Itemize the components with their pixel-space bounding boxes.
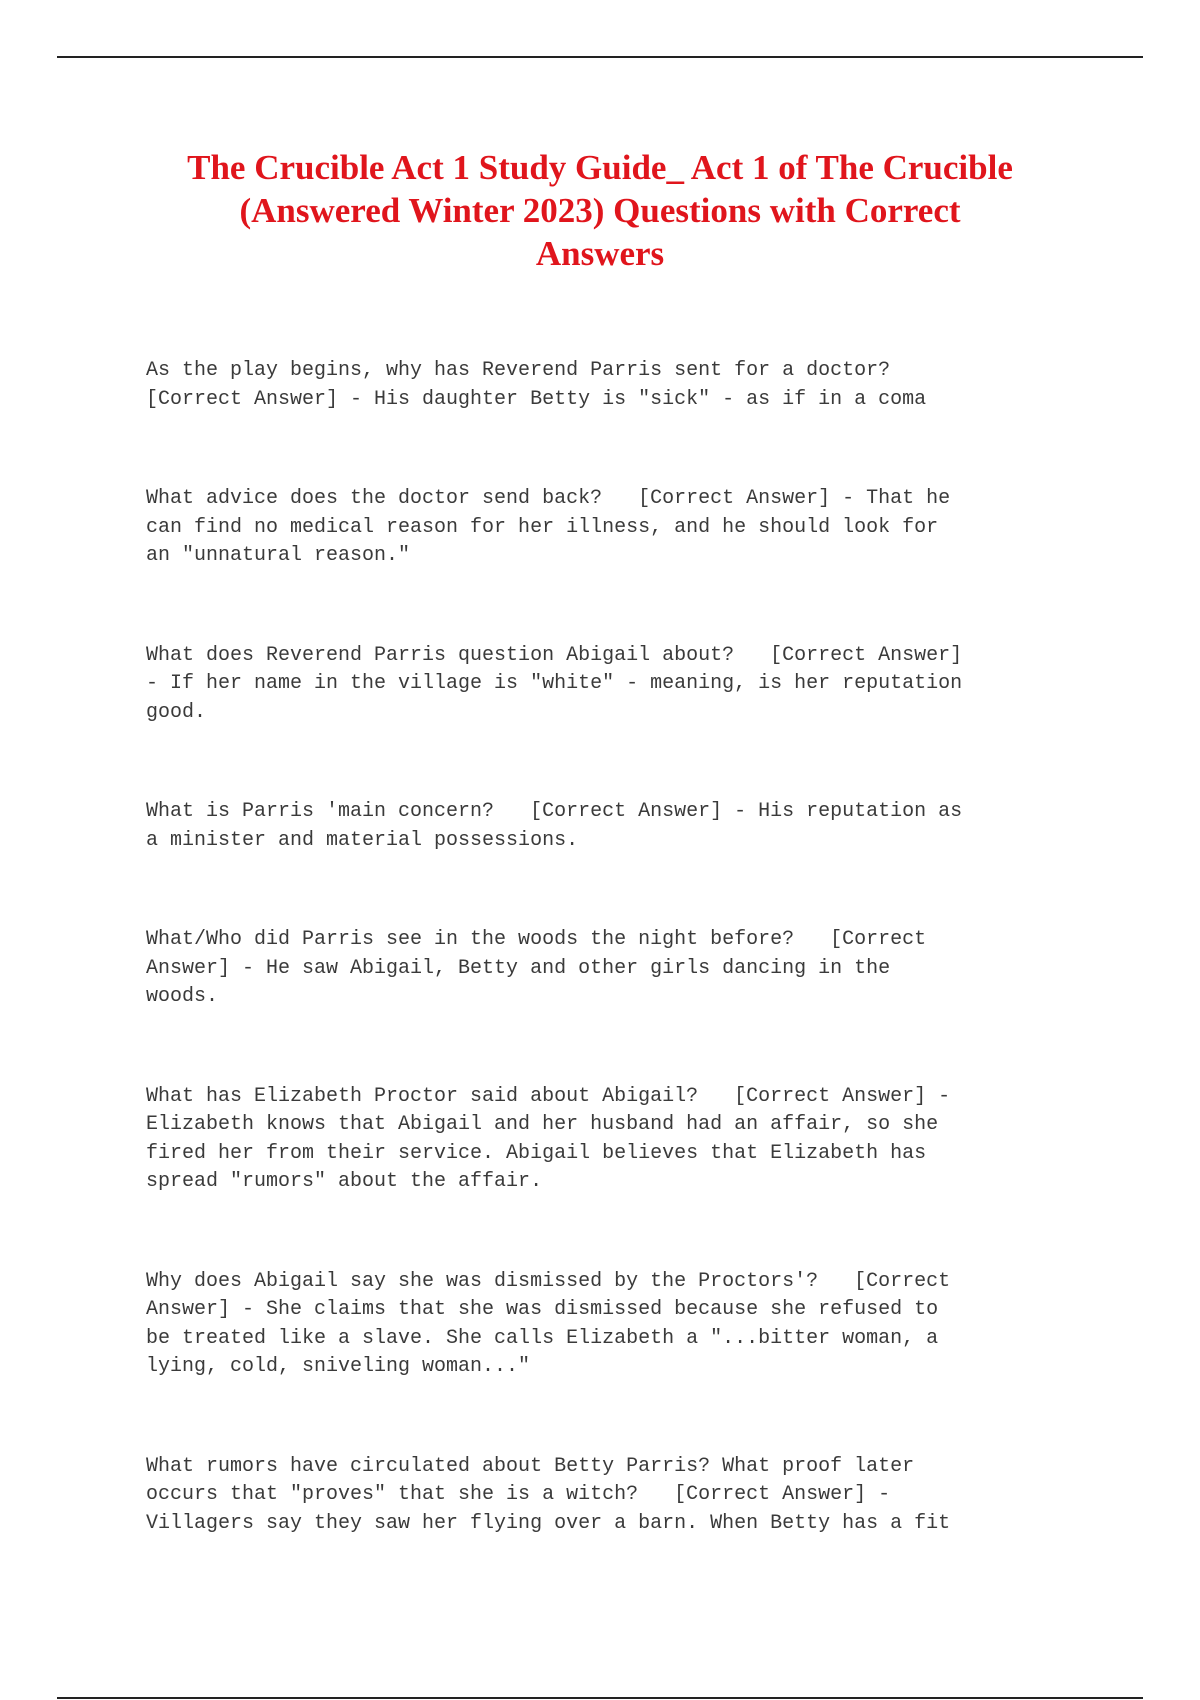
top-rule bbox=[57, 56, 1143, 58]
qa-entry-3: What does Reverend Parris question Abigail about? [Correct Answer] - If her name in the village is "white" - meaning, is her reputation good. bbox=[146, 643, 963, 724]
qa-entry-7: Why does Abigail say she was dismissed by the Proctors'? [Correct Answer] - She claims that she was dismissed because she refused to be treated like a slave. She calls Elizabeth a "...bitter woman, a lying, cold, sniveling woman..." bbox=[146, 1269, 951, 1378]
qa-entry-6: What has Elizabeth Proctor said about Abigail? [Correct Answer] - Elizabeth knows that Abigail and her husband had an affair, so she fired her from their service. Abigail believes that Elizabeth has spread "rumors" about the affair. bbox=[146, 1084, 951, 1193]
qa-entry-4: What is Parris 'main concern? [Correct Answer] - His reputation as a minister and material possessions. bbox=[146, 800, 963, 852]
bottom-rule bbox=[57, 1697, 1143, 1699]
qa-entry-1: As the play begins, why has Reverend Parris sent for a doctor? [Correct Answer] - His daughter Betty is "sick" - as if in a coma bbox=[146, 359, 927, 411]
qa-entry-5: What/Who did Parris see in the woods the night before? [Correct Answer] - He saw Abigail, Betty and other girls dancing in the woods. bbox=[146, 928, 927, 1008]
qa-entry-8: What rumors have circulated about Betty Parris? What proof later occurs that "proves" that she is a witch? [Correct Answer] - Villagers say they saw her flying over a barn. When Betty has a fit bbox=[146, 1454, 951, 1535]
qa-list bbox=[146, 357, 1066, 1538]
qa-entry-2: What advice does the doctor send back? [Correct Answer] - That he can find no medical reason for her illness, and he should look for an "unnatural reason." bbox=[146, 487, 951, 567]
document-title: The Crucible Act 1 Study Guide_ Act 1 of The Crucible (Answered Winter 2023) Questions with Correct Answers bbox=[187, 148, 1013, 273]
